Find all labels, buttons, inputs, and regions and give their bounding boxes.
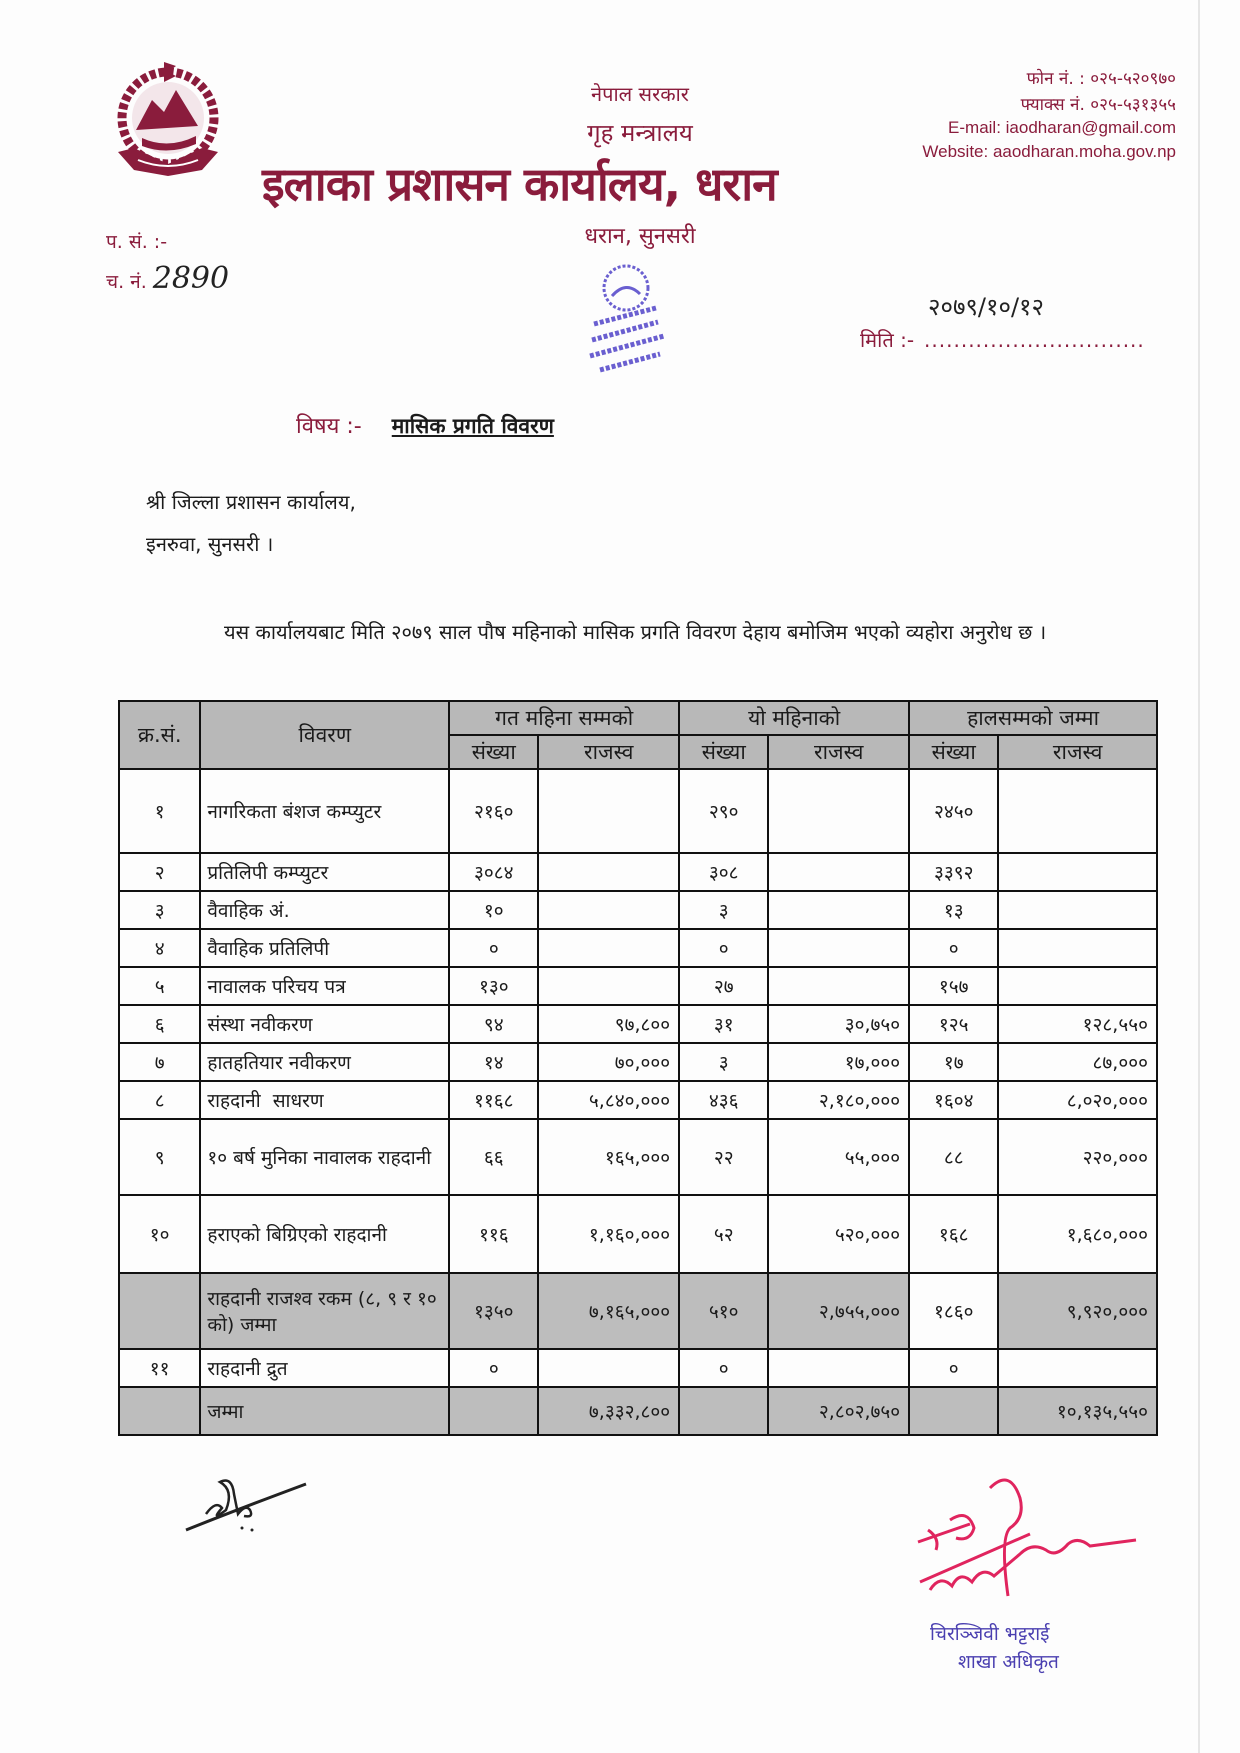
cell-total-revenue: ८७,००० xyxy=(998,1043,1157,1081)
cell-prev-revenue xyxy=(538,891,679,929)
cell-description: राहदानी राजश्व रकम (८, ९ र १० को) जम्मा xyxy=(200,1273,449,1349)
cell-prev-count: ९४ xyxy=(449,1005,538,1043)
header-serial-number: क्र.सं. xyxy=(119,701,200,769)
phone-number: फोन नं. : ०२५-५२०९७० xyxy=(1026,69,1176,89)
table-row xyxy=(119,929,1157,967)
cell-cur-count: ३०८ xyxy=(679,853,768,891)
cell-cur-count: ३ xyxy=(679,891,768,929)
cell-prev-count: ० xyxy=(449,1349,538,1387)
cell-cur-revenue xyxy=(768,769,909,853)
date-dotted-line: .............................. xyxy=(924,328,1145,352)
cell-cur-revenue xyxy=(768,967,909,1005)
subject-row xyxy=(296,410,554,440)
cell-cur-count: ४३६ xyxy=(679,1081,768,1119)
header-prev-revenue: राजस्व xyxy=(538,735,679,769)
body-paragraph xyxy=(146,614,1156,650)
cell-cur-count-empty xyxy=(679,1387,768,1435)
date-value-handwritten: २०७९/१०/१२ xyxy=(928,293,1045,321)
dispatch-number-row xyxy=(106,261,230,296)
cell-total-revenue xyxy=(998,769,1157,853)
cell-total-count: ८८ xyxy=(909,1119,998,1195)
header-this-month: यो महिनाको xyxy=(679,701,909,735)
website-url: Website: aaodharan.moha.gov.np xyxy=(922,142,1176,161)
handwritten-signature-left xyxy=(176,1470,316,1540)
cell-cur-revenue xyxy=(768,929,909,967)
cell-prev-count: १४ xyxy=(449,1043,538,1081)
cell-prev-count: ११६ xyxy=(449,1195,538,1273)
cell-description: वैवाहिक अं. xyxy=(200,891,449,929)
passport-subtotal-row xyxy=(119,1273,1157,1349)
cell-cur-revenue xyxy=(768,1349,909,1387)
header-total-to-date: हालसम्मको जम्मा xyxy=(909,701,1157,735)
cell-sn: ६ xyxy=(119,1005,200,1043)
table-row xyxy=(119,1195,1157,1273)
cell-total-revenue: ८,०२०,००० xyxy=(998,1081,1157,1119)
cell-total-count: ० xyxy=(909,1349,998,1387)
monthly-progress-table xyxy=(118,700,1158,1436)
cell-cur-revenue: १७,००० xyxy=(768,1043,909,1081)
cell-total-count-empty xyxy=(909,1387,998,1435)
cell-prev-revenue: ७,३३२,८०० xyxy=(538,1387,679,1435)
date-row xyxy=(860,326,1145,353)
cell-prev-revenue xyxy=(538,853,679,891)
cell-prev-revenue: ७०,००० xyxy=(538,1043,679,1081)
cell-sn-empty xyxy=(119,1273,200,1349)
cell-prev-count: ० xyxy=(449,929,538,967)
table-row xyxy=(119,1005,1157,1043)
cell-description: हराएको बिग्रिएको राहदानी xyxy=(200,1195,449,1273)
cell-prev-revenue xyxy=(538,1349,679,1387)
cell-cur-revenue: ३०,७५० xyxy=(768,1005,909,1043)
dispatch-number-label: च. नं. xyxy=(106,271,147,293)
dispatch-number-handwritten: 2890 xyxy=(152,261,230,296)
office-title: इलाका प्रशासन कार्यालय, धरान xyxy=(262,157,777,211)
cell-sn: ५ xyxy=(119,967,200,1005)
cell-total-count: १७ xyxy=(909,1043,998,1081)
fax-number: फ्याक्स नं. ०२५-५३१३५५ xyxy=(1020,95,1176,115)
cell-total-revenue xyxy=(998,853,1157,891)
government-name: नेपाल सरकार xyxy=(591,82,689,106)
cell-total-revenue xyxy=(998,967,1157,1005)
handwritten-approval-note xyxy=(900,1478,1160,1598)
cell-description: नागरिकता बंशज कम्प्युटर xyxy=(200,769,449,853)
nepal-emblem-logo xyxy=(112,60,224,182)
cell-total-revenue xyxy=(998,891,1157,929)
table-row xyxy=(119,853,1157,891)
cell-cur-revenue: २,७५५,००० xyxy=(768,1273,909,1349)
header-total-revenue: राजस्व xyxy=(998,735,1157,769)
cell-prev-revenue xyxy=(538,967,679,1005)
cell-prev-count: ११६८ xyxy=(449,1081,538,1119)
signatory-stamp xyxy=(930,1620,1170,1676)
table-row xyxy=(119,967,1157,1005)
cell-prev-revenue xyxy=(538,769,679,853)
cell-cur-count: २९० xyxy=(679,769,768,853)
cell-sn: ९ xyxy=(119,1119,200,1195)
cell-cur-count: ५२ xyxy=(679,1195,768,1273)
cell-cur-revenue xyxy=(768,891,909,929)
cell-prev-count: २१६० xyxy=(449,769,538,853)
cell-cur-revenue: २,१८०,००० xyxy=(768,1081,909,1119)
cell-sn: १ xyxy=(119,769,200,853)
signatory-title: शाखा अधिकृत xyxy=(958,1651,1059,1673)
cell-sn: २ xyxy=(119,853,200,891)
grand-total-row xyxy=(119,1387,1157,1435)
table-row xyxy=(119,769,1157,853)
cell-total-revenue: १०,१३५,५५० xyxy=(998,1387,1157,1435)
cell-cur-revenue: २,८०२,७५० xyxy=(768,1387,909,1435)
cell-total-count: २४५० xyxy=(909,769,998,853)
cell-cur-revenue: ५२०,००० xyxy=(768,1195,909,1273)
cell-total-revenue xyxy=(998,1349,1157,1387)
header-cur-count: संख्या xyxy=(679,735,768,769)
cell-total-count: १३ xyxy=(909,891,998,929)
cell-description: जम्मा xyxy=(200,1387,449,1435)
office-stamp xyxy=(560,258,690,376)
cell-description: राहदानी साधरण xyxy=(200,1081,449,1119)
cell-sn-empty xyxy=(119,1387,200,1435)
cell-total-revenue xyxy=(998,929,1157,967)
table-row xyxy=(119,1119,1157,1195)
cell-total-revenue: ९,९२०,००० xyxy=(998,1273,1157,1349)
cell-sn: १० xyxy=(119,1195,200,1273)
cell-cur-count: ० xyxy=(679,929,768,967)
cell-prev-revenue: १६५,००० xyxy=(538,1119,679,1195)
body-text: यस कार्यालयबाट मिति २०७९ साल पौष महिनाको मासिक प्रगति विवरण देहाय बमोजिम भएको व्यहोरा अनुरोध छ । xyxy=(224,620,1047,644)
cell-prev-revenue: ९७,८०० xyxy=(538,1005,679,1043)
cell-description: राहदानी द्रुत xyxy=(200,1349,449,1387)
addressee-office: श्री जिल्ला प्रशासन कार्यालय, xyxy=(146,490,356,514)
cell-cur-count: ५१० xyxy=(679,1273,768,1349)
ministry-name: गृह मन्त्रालय xyxy=(587,119,693,147)
table-row xyxy=(119,1081,1157,1119)
subject-label: विषय :- xyxy=(296,414,362,439)
page-edge xyxy=(1198,0,1200,1753)
date-label: मिति :- xyxy=(860,328,915,352)
cell-total-count: १२५ xyxy=(909,1005,998,1043)
cell-sn: ११ xyxy=(119,1349,200,1387)
table-row xyxy=(119,1349,1157,1387)
cell-cur-revenue xyxy=(768,853,909,891)
header-total-count: संख्या xyxy=(909,735,998,769)
cell-total-count: ३३९२ xyxy=(909,853,998,891)
cell-description: प्रतिलिपी कम्प्युटर xyxy=(200,853,449,891)
cell-total-revenue: २२०,००० xyxy=(998,1119,1157,1195)
cell-prev-count: ६६ xyxy=(449,1119,538,1195)
subject-text: मासिक प्रगति विवरण xyxy=(391,414,554,438)
cell-cur-count: २७ xyxy=(679,967,768,1005)
cell-description: १० बर्ष मुनिका नावालक राहदानी xyxy=(200,1119,449,1195)
office-address: धरान, सुनसरी xyxy=(584,224,696,249)
header-previous-month: गत महिना सम्मको xyxy=(449,701,679,735)
cell-cur-count: ० xyxy=(679,1349,768,1387)
cell-prev-count: १० xyxy=(449,891,538,929)
cell-cur-count: ३ xyxy=(679,1043,768,1081)
cell-prev-revenue: ७,१६५,००० xyxy=(538,1273,679,1349)
cell-description: संस्था नवीकरण xyxy=(200,1005,449,1043)
cell-prev-count-empty xyxy=(449,1387,538,1435)
cell-sn: ४ xyxy=(119,929,200,967)
cell-prev-count: १३५० xyxy=(449,1273,538,1349)
addressee-location: इनरुवा, सुनसरी । xyxy=(146,532,274,556)
cell-prev-revenue xyxy=(538,929,679,967)
cell-cur-count: २२ xyxy=(679,1119,768,1195)
reference-number-label: प. सं. :- xyxy=(106,231,168,253)
cell-total-revenue: १२८,५५० xyxy=(998,1005,1157,1043)
cell-prev-count: १३० xyxy=(449,967,538,1005)
header-description: विवरण xyxy=(200,701,449,769)
table-row xyxy=(119,1043,1157,1081)
cell-total-count: १६०४ xyxy=(909,1081,998,1119)
cell-description: हातहतियार नवीकरण xyxy=(200,1043,449,1081)
cell-total-revenue: १,६८०,००० xyxy=(998,1195,1157,1273)
cell-cur-count: ३१ xyxy=(679,1005,768,1043)
cell-prev-revenue: १,१६०,००० xyxy=(538,1195,679,1273)
cell-total-count: १५७ xyxy=(909,967,998,1005)
cell-sn: ३ xyxy=(119,891,200,929)
cell-description: वैवाहिक प्रतिलिपी xyxy=(200,929,449,967)
cell-sn: ७ xyxy=(119,1043,200,1081)
email-address: E-mail: iaodharan@gmail.com xyxy=(948,118,1176,137)
signatory-name: चिरञ्जिवी भट्टराई xyxy=(930,1623,1050,1645)
cell-cur-revenue: ५५,००० xyxy=(768,1119,909,1195)
cell-prev-count: ३०८४ xyxy=(449,853,538,891)
header-prev-count: संख्या xyxy=(449,735,538,769)
cell-prev-revenue: ५,८४०,००० xyxy=(538,1081,679,1119)
cell-description: नावालक परिचय पत्र xyxy=(200,967,449,1005)
cell-total-count: १८६० xyxy=(909,1273,998,1349)
table-row xyxy=(119,891,1157,929)
cell-sn: ८ xyxy=(119,1081,200,1119)
header-cur-revenue: राजस्व xyxy=(768,735,909,769)
cell-total-count: ० xyxy=(909,929,998,967)
cell-total-count: १६८ xyxy=(909,1195,998,1273)
